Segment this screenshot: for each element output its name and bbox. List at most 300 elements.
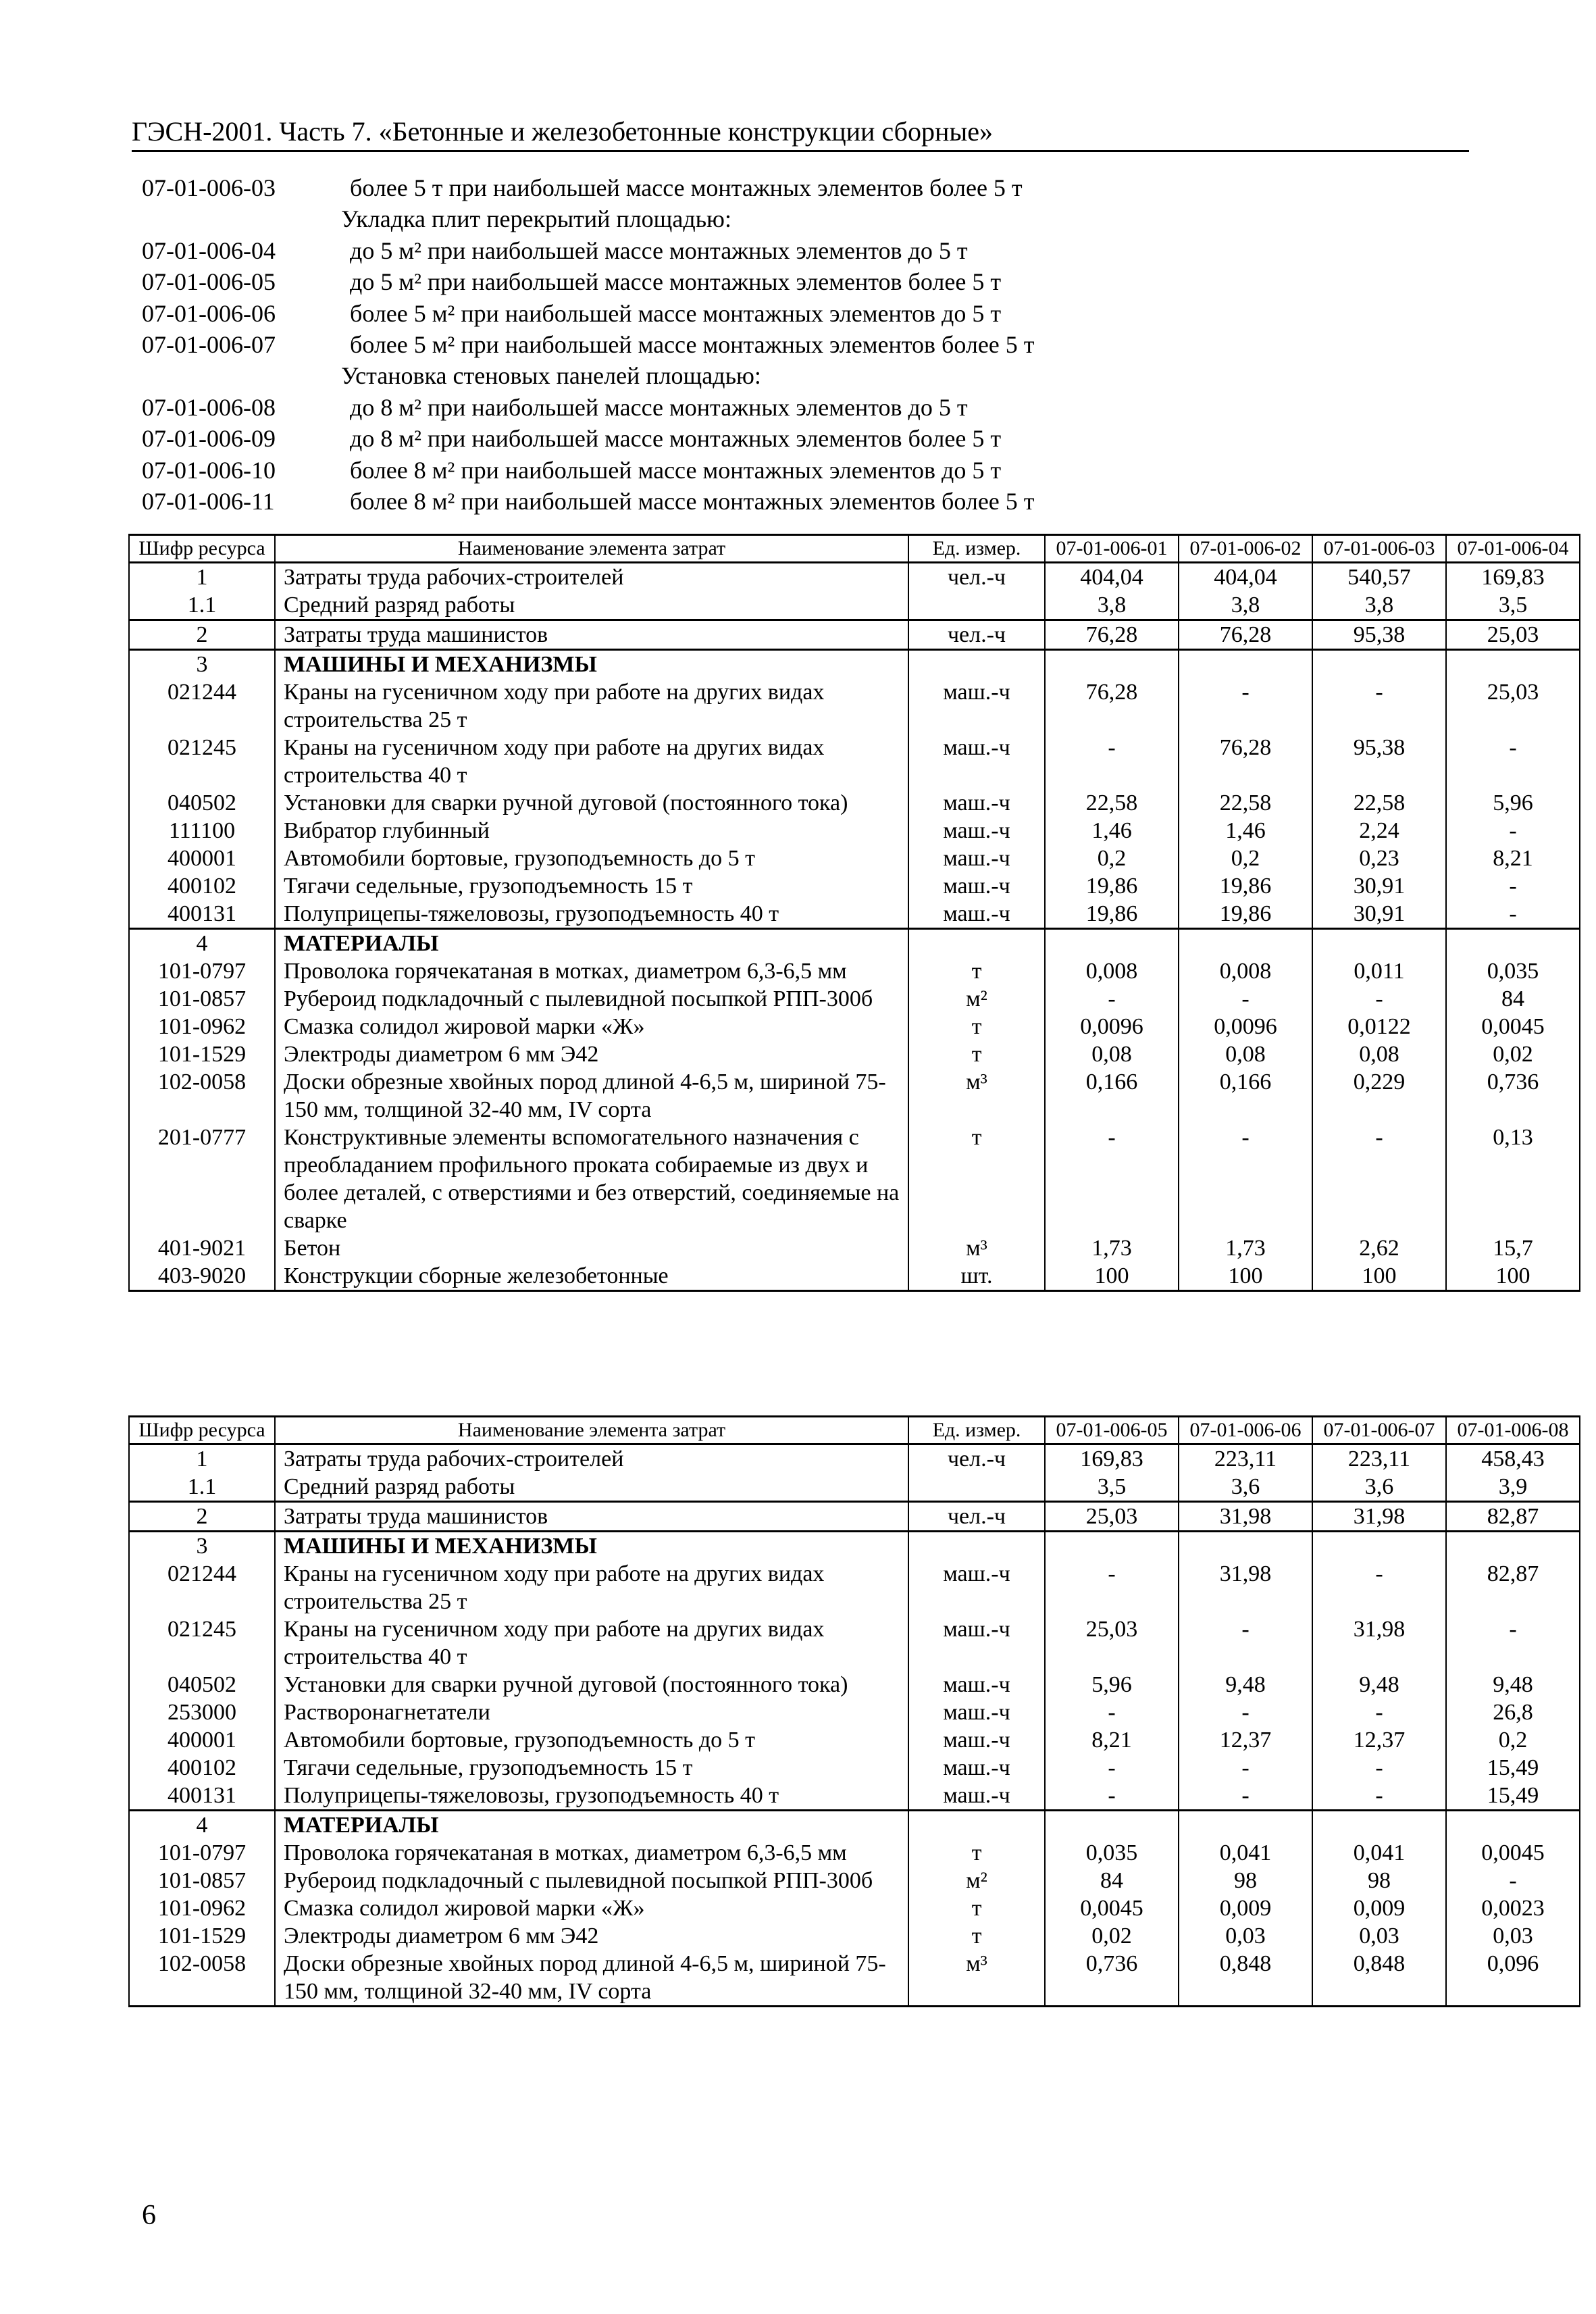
resource-value: 1,73 bbox=[1179, 1234, 1312, 1262]
resource-value: 9,48 bbox=[1446, 1671, 1580, 1699]
resource-code: 101-0797 bbox=[129, 957, 275, 985]
resource-value: 0,166 bbox=[1179, 1068, 1312, 1124]
resource-value: - bbox=[1045, 734, 1179, 789]
resource-value bbox=[1045, 1811, 1179, 1840]
resource-name: МАШИНЫ И МЕХАНИЗМЫ bbox=[275, 1532, 908, 1561]
resource-name: Краны на гусеничном ходу при работе на других видах строительства 25 т bbox=[275, 678, 908, 734]
resource-value: - bbox=[1312, 1699, 1446, 1726]
resource-unit bbox=[908, 1473, 1045, 1502]
header-column-code: 07-01-006-07 bbox=[1312, 1417, 1446, 1444]
resource-code: 1 bbox=[129, 1444, 275, 1474]
resource-value: 82,87 bbox=[1446, 1502, 1580, 1532]
resource-value: - bbox=[1446, 872, 1580, 900]
resource-value: 2,24 bbox=[1312, 817, 1446, 845]
item-code: 07-01-006-10 bbox=[142, 456, 276, 484]
resource-value: 5,96 bbox=[1045, 1671, 1179, 1699]
code-list bbox=[142, 172, 1425, 517]
resource-value: 22,58 bbox=[1312, 789, 1446, 817]
resource-name: Смазка солидол жировой марки «Ж» bbox=[275, 1013, 908, 1040]
resource-value: 3,5 bbox=[1446, 591, 1580, 620]
resource-code: 101-0857 bbox=[129, 1867, 275, 1894]
resource-value: 31,98 bbox=[1179, 1502, 1312, 1532]
table-row bbox=[129, 1444, 1580, 1474]
resource-value: 22,58 bbox=[1045, 789, 1179, 817]
resource-value: - bbox=[1045, 1754, 1179, 1782]
code-list-item bbox=[142, 172, 1425, 203]
resource-value: 0,096 bbox=[1446, 1950, 1580, 2007]
resource-unit: маш.-ч bbox=[908, 900, 1045, 929]
header-column-code: 07-01-006-08 bbox=[1446, 1417, 1580, 1444]
resource-value: - bbox=[1179, 1615, 1312, 1671]
item-description: до 8 м² при наибольшей массе монтажных элементов более 5 т bbox=[350, 425, 1002, 453]
resource-value: 1,46 bbox=[1045, 817, 1179, 845]
resource-name: Полуприцепы-тяжеловозы, грузоподъемность 40 т bbox=[275, 900, 908, 929]
resource-value: - bbox=[1179, 985, 1312, 1013]
resource-value bbox=[1312, 929, 1446, 958]
resource-code: 400102 bbox=[129, 1754, 275, 1782]
table-row bbox=[129, 1068, 1580, 1124]
resource-value: 0,009 bbox=[1312, 1894, 1446, 1922]
resource-value: 0,08 bbox=[1179, 1040, 1312, 1068]
resource-code: 101-1529 bbox=[129, 1040, 275, 1068]
resource-value: - bbox=[1446, 817, 1580, 845]
resource-value: 1,73 bbox=[1045, 1234, 1179, 1262]
resource-value: 0,008 bbox=[1179, 957, 1312, 985]
table-row bbox=[129, 1262, 1580, 1291]
resource-unit: маш.-ч bbox=[908, 1699, 1045, 1726]
resource-value: 3,8 bbox=[1179, 591, 1312, 620]
resource-value bbox=[1446, 929, 1580, 958]
resource-code: 400001 bbox=[129, 845, 275, 872]
resource-value: 12,37 bbox=[1179, 1726, 1312, 1754]
table-row bbox=[129, 734, 1580, 789]
resource-code: 4 bbox=[129, 929, 275, 958]
resource-value: 5,96 bbox=[1446, 789, 1580, 817]
item-description: более 5 м² при наибольшей массе монтажных элементов до 5 т bbox=[350, 299, 1002, 327]
resource-code: 201-0777 bbox=[129, 1124, 275, 1234]
resource-code: 021245 bbox=[129, 734, 275, 789]
table-row bbox=[129, 1950, 1580, 2007]
resource-unit: м² bbox=[908, 1867, 1045, 1894]
table-row bbox=[129, 678, 1580, 734]
resource-code: 101-0797 bbox=[129, 1839, 275, 1867]
table-row bbox=[129, 650, 1580, 679]
header-name: Наименование элемента затрат bbox=[275, 535, 908, 563]
resource-code: 253000 bbox=[129, 1699, 275, 1726]
item-code: 07-01-006-05 bbox=[142, 268, 276, 296]
resource-value: 30,91 bbox=[1312, 900, 1446, 929]
resource-value: - bbox=[1045, 1699, 1179, 1726]
resource-value: 31,98 bbox=[1312, 1615, 1446, 1671]
resource-code: 1 bbox=[129, 563, 275, 592]
resource-unit: чел.-ч bbox=[908, 620, 1045, 650]
resource-unit: м³ bbox=[908, 1234, 1045, 1262]
resource-unit: чел.-ч bbox=[908, 563, 1045, 592]
item-code: 07-01-006-03 bbox=[142, 174, 276, 201]
resource-value: 0,0096 bbox=[1179, 1013, 1312, 1040]
resource-value: 100 bbox=[1312, 1262, 1446, 1291]
resource-name: Электроды диаметром 6 мм Э42 bbox=[275, 1922, 908, 1950]
resource-value: 0,0045 bbox=[1446, 1013, 1580, 1040]
item-description: более 8 м² при наибольшей массе монтажных элементов более 5 т bbox=[350, 487, 1035, 515]
resource-value: 0,0122 bbox=[1312, 1013, 1446, 1040]
resource-code: 040502 bbox=[129, 1671, 275, 1699]
resource-value: - bbox=[1446, 1615, 1580, 1671]
resource-value: 3,6 bbox=[1312, 1473, 1446, 1502]
resource-value: 8,21 bbox=[1045, 1726, 1179, 1754]
table-row bbox=[129, 872, 1580, 900]
resource-value: 0,0023 bbox=[1446, 1894, 1580, 1922]
resource-value: 98 bbox=[1312, 1867, 1446, 1894]
resource-value: - bbox=[1446, 734, 1580, 789]
resource-unit: т bbox=[908, 1839, 1045, 1867]
header-column-code: 07-01-006-03 bbox=[1312, 535, 1446, 563]
resource-code: 101-0962 bbox=[129, 1013, 275, 1040]
resource-code: 101-1529 bbox=[129, 1922, 275, 1950]
resource-value: 0,736 bbox=[1045, 1950, 1179, 2007]
resource-unit bbox=[908, 1532, 1045, 1561]
header-column-code: 07-01-006-06 bbox=[1179, 1417, 1312, 1444]
resource-code: 1.1 bbox=[129, 1473, 275, 1502]
resource-code: 111100 bbox=[129, 817, 275, 845]
resource-name: Тягачи седельные, грузоподъемность 15 т bbox=[275, 1754, 908, 1782]
table-row bbox=[129, 591, 1580, 620]
table-row bbox=[129, 845, 1580, 872]
resource-code: 2 bbox=[129, 1502, 275, 1532]
resource-unit: маш.-ч bbox=[908, 1782, 1045, 1811]
resource-value: 76,28 bbox=[1179, 620, 1312, 650]
page-header: ГЭСН-2001. Часть 7. «Бетонные и железобетонные конструкции сборные» bbox=[132, 115, 1469, 152]
resource-value bbox=[1312, 1811, 1446, 1840]
resource-value: 0,008 bbox=[1045, 957, 1179, 985]
table-row bbox=[129, 1922, 1580, 1950]
resource-code: 102-0058 bbox=[129, 1950, 275, 2007]
resource-name: Рубероид подкладочный с пылевидной посыпкой РПП-300б bbox=[275, 1867, 908, 1894]
resource-value: 100 bbox=[1446, 1262, 1580, 1291]
resource-value: - bbox=[1179, 1782, 1312, 1811]
resource-value: 82,87 bbox=[1446, 1560, 1580, 1615]
code-list-item bbox=[142, 266, 1425, 297]
cost-table-2 bbox=[128, 1415, 1580, 2007]
resource-unit: маш.-ч bbox=[908, 817, 1045, 845]
item-code: 07-01-006-07 bbox=[142, 330, 276, 358]
resource-value: 9,48 bbox=[1312, 1671, 1446, 1699]
item-description: Установка стеновых панелей площадью: bbox=[341, 362, 761, 390]
resource-name: Установки для сварки ручной дуговой (постоянного тока) bbox=[275, 789, 908, 817]
resource-code: 400131 bbox=[129, 1782, 275, 1811]
header-name: Наименование элемента затрат bbox=[275, 1417, 908, 1444]
code-list-subheading bbox=[142, 360, 1425, 391]
table-row bbox=[129, 563, 1580, 592]
item-code: 07-01-006-06 bbox=[142, 299, 276, 327]
resource-code: 101-0962 bbox=[129, 1894, 275, 1922]
resource-value: - bbox=[1179, 1754, 1312, 1782]
header-unit: Ед. измер. bbox=[908, 535, 1045, 563]
table-row bbox=[129, 1013, 1580, 1040]
table-row bbox=[129, 1811, 1580, 1840]
resource-value: 98 bbox=[1179, 1867, 1312, 1894]
resource-value: 0,035 bbox=[1045, 1839, 1179, 1867]
resource-value: 76,28 bbox=[1045, 678, 1179, 734]
resource-unit bbox=[908, 650, 1045, 679]
resource-name: Конструкции сборные железобетонные bbox=[275, 1262, 908, 1291]
code-list-item bbox=[142, 235, 1425, 266]
header-column-code: 07-01-006-02 bbox=[1179, 535, 1312, 563]
resource-value bbox=[1312, 650, 1446, 679]
resource-value: 2,62 bbox=[1312, 1234, 1446, 1262]
resource-value: 0,08 bbox=[1312, 1040, 1446, 1068]
resource-value: 0,2 bbox=[1045, 845, 1179, 872]
table-row bbox=[129, 1502, 1580, 1532]
resource-value: 0,2 bbox=[1446, 1726, 1580, 1754]
resource-value: 9,48 bbox=[1179, 1671, 1312, 1699]
resource-unit bbox=[908, 1811, 1045, 1840]
resource-value: - bbox=[1179, 1699, 1312, 1726]
resource-name: Краны на гусеничном ходу при работе на других видах строительства 40 т bbox=[275, 1615, 908, 1671]
resource-value: 0,0045 bbox=[1446, 1839, 1580, 1867]
table-row bbox=[129, 1124, 1580, 1234]
resource-name: Электроды диаметром 6 мм Э42 bbox=[275, 1040, 908, 1068]
resource-name: Конструктивные элементы вспомогательного назначения с преобладанием профильного проката собираемые из двух и более деталей, с отверстиями и без отверстий, соединяемые на сварке bbox=[275, 1124, 908, 1234]
resource-value: 76,28 bbox=[1045, 620, 1179, 650]
resource-value bbox=[1312, 1532, 1446, 1561]
resource-value bbox=[1045, 929, 1179, 958]
header-column-code: 07-01-006-05 bbox=[1045, 1417, 1179, 1444]
item-description: до 8 м² при наибольшей массе монтажных элементов до 5 т bbox=[350, 393, 968, 421]
table-row bbox=[129, 1473, 1580, 1502]
header-code: Шифр ресурса bbox=[129, 1417, 275, 1444]
resource-code: 2 bbox=[129, 620, 275, 650]
resource-value: 0,02 bbox=[1045, 1922, 1179, 1950]
resource-value: - bbox=[1179, 1124, 1312, 1234]
resource-value: - bbox=[1045, 985, 1179, 1013]
resource-name: Вибратор глубинный bbox=[275, 817, 908, 845]
resource-value: 0,848 bbox=[1179, 1950, 1312, 2007]
resource-value: - bbox=[1446, 900, 1580, 929]
resource-value: 404,04 bbox=[1179, 563, 1312, 592]
resource-value: 19,86 bbox=[1179, 900, 1312, 929]
resource-value bbox=[1045, 650, 1179, 679]
resource-value: 30,91 bbox=[1312, 872, 1446, 900]
resource-unit: т bbox=[908, 1013, 1045, 1040]
resource-unit: т bbox=[908, 1124, 1045, 1234]
resource-name: Полуприцепы-тяжеловозы, грузоподъемность 40 т bbox=[275, 1782, 908, 1811]
resource-value: 0,736 bbox=[1446, 1068, 1580, 1124]
resource-value: 25,03 bbox=[1045, 1615, 1179, 1671]
table-row bbox=[129, 929, 1580, 958]
resource-code: 021244 bbox=[129, 678, 275, 734]
resource-unit: маш.-ч bbox=[908, 1615, 1045, 1671]
resource-value: 3,6 bbox=[1179, 1473, 1312, 1502]
table-row bbox=[129, 1782, 1580, 1811]
resource-value: - bbox=[1312, 1782, 1446, 1811]
resource-code: 3 bbox=[129, 1532, 275, 1561]
table-header-row bbox=[129, 535, 1580, 563]
resource-value bbox=[1446, 1811, 1580, 1840]
table-row bbox=[129, 620, 1580, 650]
item-description: более 8 м² при наибольшей массе монтажных элементов до 5 т bbox=[350, 456, 1002, 484]
resource-unit: т bbox=[908, 1040, 1045, 1068]
resource-unit: маш.-ч bbox=[908, 734, 1045, 789]
resource-value: 404,04 bbox=[1045, 563, 1179, 592]
resource-value: 0,229 bbox=[1312, 1068, 1446, 1124]
resource-value: 0,13 bbox=[1446, 1124, 1580, 1234]
resource-code: 403-9020 bbox=[129, 1262, 275, 1291]
resource-value: - bbox=[1312, 1124, 1446, 1234]
resource-name: Доски обрезные хвойных пород длиной 4-6,5 м, шириной 75-150 мм, толщиной 32-40 мм, IV сорта bbox=[275, 1950, 908, 2007]
resource-unit: м³ bbox=[908, 1950, 1045, 2007]
resource-unit: м³ bbox=[908, 1068, 1045, 1124]
table-row bbox=[129, 1615, 1580, 1671]
resource-value: 169,83 bbox=[1446, 563, 1580, 592]
resource-name: Автомобили бортовые, грузоподъемность до 5 т bbox=[275, 1726, 908, 1754]
resource-value: 3,8 bbox=[1045, 591, 1179, 620]
resource-name: Затраты труда машинистов bbox=[275, 1502, 908, 1532]
resource-unit: шт. bbox=[908, 1262, 1045, 1291]
resource-value: 26,8 bbox=[1446, 1699, 1580, 1726]
resource-value: - bbox=[1312, 985, 1446, 1013]
resource-value: 223,11 bbox=[1179, 1444, 1312, 1474]
resource-value: 0,0096 bbox=[1045, 1013, 1179, 1040]
page-number: 6 bbox=[142, 2200, 156, 2231]
resource-value: 31,98 bbox=[1312, 1502, 1446, 1532]
resource-unit bbox=[908, 929, 1045, 958]
resource-code: 400131 bbox=[129, 900, 275, 929]
resource-unit: маш.-ч bbox=[908, 1726, 1045, 1754]
resource-value: 15,49 bbox=[1446, 1754, 1580, 1782]
resource-value: 19,86 bbox=[1045, 872, 1179, 900]
table-row bbox=[129, 1671, 1580, 1699]
resource-value: 0,041 bbox=[1179, 1839, 1312, 1867]
item-code: 07-01-006-11 bbox=[142, 487, 275, 515]
resource-value: 12,37 bbox=[1312, 1726, 1446, 1754]
header-unit: Ед. измер. bbox=[908, 1417, 1045, 1444]
resource-value bbox=[1446, 1532, 1580, 1561]
resource-unit: т bbox=[908, 1922, 1045, 1950]
resource-name: Краны на гусеничном ходу при работе на других видах строительства 25 т bbox=[275, 1560, 908, 1615]
item-code: 07-01-006-09 bbox=[142, 425, 276, 453]
resource-value: 0,08 bbox=[1045, 1040, 1179, 1068]
resource-name: Затраты труда рабочих-строителей bbox=[275, 1444, 908, 1474]
resource-value: 0,166 bbox=[1045, 1068, 1179, 1124]
resource-value: 169,83 bbox=[1045, 1444, 1179, 1474]
resource-value: 0,03 bbox=[1446, 1922, 1580, 1950]
resource-code: 1.1 bbox=[129, 591, 275, 620]
code-list-item bbox=[142, 455, 1425, 486]
resource-value: 223,11 bbox=[1312, 1444, 1446, 1474]
resource-unit: маш.-ч bbox=[908, 845, 1045, 872]
resource-unit bbox=[908, 591, 1045, 620]
resource-unit: маш.-ч bbox=[908, 1754, 1045, 1782]
resource-value: 0,848 bbox=[1312, 1950, 1446, 2007]
header-column-code: 07-01-006-04 bbox=[1446, 535, 1580, 563]
resource-value: 3,9 bbox=[1446, 1473, 1580, 1502]
resource-value: 0,03 bbox=[1312, 1922, 1446, 1950]
resource-name: Бетон bbox=[275, 1234, 908, 1262]
resource-value: 3,8 bbox=[1312, 591, 1446, 620]
table-row bbox=[129, 1234, 1580, 1262]
resource-name: Растворонагнетатели bbox=[275, 1699, 908, 1726]
resource-name: Доски обрезные хвойных пород длиной 4-6,5 м, шириной 75-150 мм, толщиной 32-40 мм, IV сорта bbox=[275, 1068, 908, 1124]
resource-value: - bbox=[1312, 1560, 1446, 1615]
resource-value: 95,38 bbox=[1312, 734, 1446, 789]
resource-value: - bbox=[1045, 1124, 1179, 1234]
resource-value bbox=[1179, 1811, 1312, 1840]
resource-name: Тягачи седельные, грузоподъемность 15 т bbox=[275, 872, 908, 900]
table-row bbox=[129, 900, 1580, 929]
resource-value: 19,86 bbox=[1045, 900, 1179, 929]
table-row bbox=[129, 789, 1580, 817]
resource-value: 1,46 bbox=[1179, 817, 1312, 845]
resource-value: 0,035 bbox=[1446, 957, 1580, 985]
table-row bbox=[129, 1754, 1580, 1782]
resource-value: - bbox=[1312, 678, 1446, 734]
resource-name: МАШИНЫ И МЕХАНИЗМЫ bbox=[275, 650, 908, 679]
table-row bbox=[129, 817, 1580, 845]
resource-unit: т bbox=[908, 1894, 1045, 1922]
resource-code: 3 bbox=[129, 650, 275, 679]
resource-value bbox=[1179, 650, 1312, 679]
table-row bbox=[129, 985, 1580, 1013]
resource-value: 76,28 bbox=[1179, 734, 1312, 789]
resource-name: Проволока горячекатаная в мотках, диаметром 6,3-6,5 мм bbox=[275, 1839, 908, 1867]
resource-unit: маш.-ч bbox=[908, 1671, 1045, 1699]
resource-code: 021244 bbox=[129, 1560, 275, 1615]
resource-name: Краны на гусеничном ходу при работе на других видах строительства 40 т bbox=[275, 734, 908, 789]
resource-unit: чел.-ч bbox=[908, 1444, 1045, 1474]
table-row bbox=[129, 1867, 1580, 1894]
resource-value: 0,03 bbox=[1179, 1922, 1312, 1950]
item-description: Укладка плит перекрытий площадью: bbox=[341, 205, 731, 233]
resource-value: - bbox=[1045, 1782, 1179, 1811]
resource-value: 0,2 bbox=[1179, 845, 1312, 872]
resource-value: 25,03 bbox=[1446, 678, 1580, 734]
resource-value: 31,98 bbox=[1179, 1560, 1312, 1615]
resource-value: 100 bbox=[1045, 1262, 1179, 1291]
resource-name: Рубероид подкладочный с пылевидной посыпкой РПП-300б bbox=[275, 985, 908, 1013]
item-code: 07-01-006-04 bbox=[142, 236, 276, 264]
header-code: Шифр ресурса bbox=[129, 535, 275, 563]
code-list-item bbox=[142, 329, 1425, 360]
resource-name: Затраты труда рабочих-строителей bbox=[275, 563, 908, 592]
resource-name: Средний разряд работы bbox=[275, 1473, 908, 1502]
resource-value bbox=[1446, 650, 1580, 679]
resource-name: Затраты труда машинистов bbox=[275, 620, 908, 650]
code-list-subheading bbox=[142, 203, 1425, 234]
resource-unit: маш.-ч bbox=[908, 789, 1045, 817]
table-row bbox=[129, 1040, 1580, 1068]
resource-code: 021245 bbox=[129, 1615, 275, 1671]
resource-value bbox=[1179, 1532, 1312, 1561]
table-row bbox=[129, 1560, 1580, 1615]
resource-value: 25,03 bbox=[1045, 1502, 1179, 1532]
item-description: более 5 т при наибольшей массе монтажных элементов более 5 т bbox=[350, 174, 1023, 201]
resource-value: 0,009 bbox=[1179, 1894, 1312, 1922]
resource-name: Смазка солидол жировой марки «Ж» bbox=[275, 1894, 908, 1922]
table-row bbox=[129, 1532, 1580, 1561]
item-description: до 5 м² при наибольшей массе монтажных элементов до 5 т bbox=[350, 236, 968, 264]
resource-code: 400001 bbox=[129, 1726, 275, 1754]
resource-value: 22,58 bbox=[1179, 789, 1312, 817]
item-description: более 5 м² при наибольшей массе монтажных элементов более 5 т bbox=[350, 330, 1035, 358]
resource-value: 15,7 bbox=[1446, 1234, 1580, 1262]
code-list-item bbox=[142, 392, 1425, 423]
resource-code: 102-0058 bbox=[129, 1068, 275, 1124]
resource-value: 95,38 bbox=[1312, 620, 1446, 650]
table-row bbox=[129, 1839, 1580, 1867]
resource-unit: маш.-ч bbox=[908, 872, 1045, 900]
resource-value: - bbox=[1312, 1754, 1446, 1782]
